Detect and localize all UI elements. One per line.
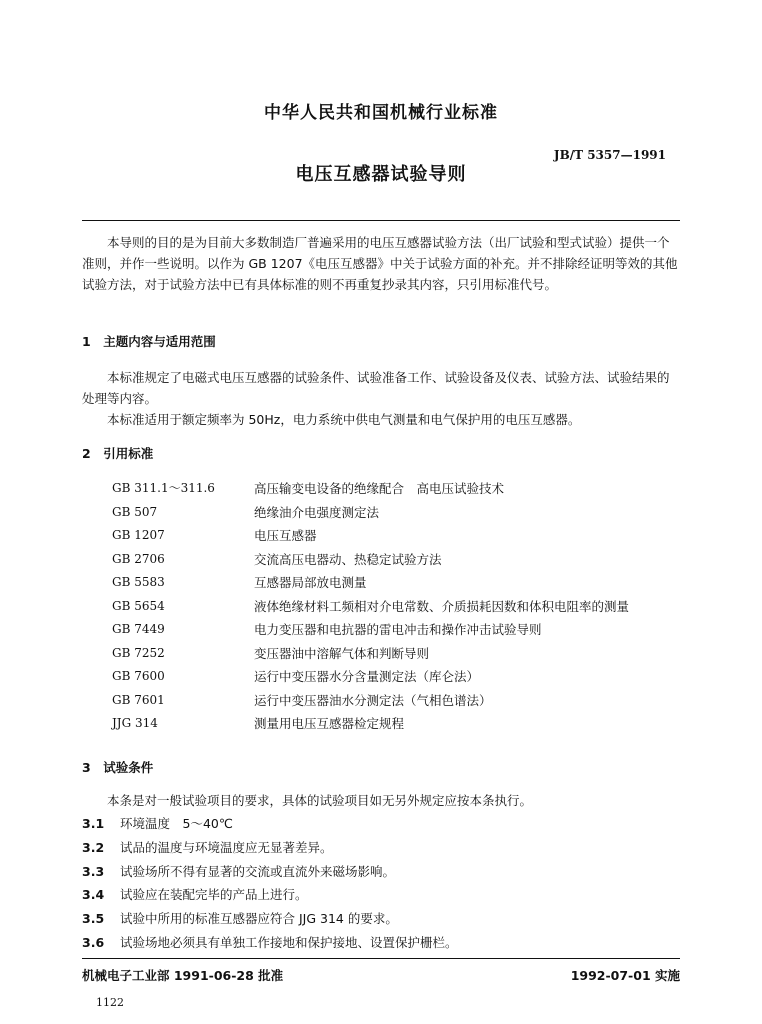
condition-text: 试验场地必须具有单独工作接地和保护接地、设置保护栅栏。	[120, 934, 458, 950]
section3-intro	[82, 790, 680, 811]
condition-text: 试验中所用的标准互感器应符合 JJG 314 的要求。	[120, 911, 398, 927]
reference-item	[112, 548, 680, 572]
condition-text: 环境温度 5～40℃	[120, 816, 233, 831]
reference-code: GB 7449	[112, 622, 165, 636]
condition-item	[82, 907, 680, 931]
reference-code: GB 311.1～311.6	[112, 481, 215, 495]
condition-item	[82, 812, 680, 836]
section3-heading: 3 试验条件	[82, 760, 154, 775]
condition-item	[82, 836, 680, 860]
reference-name: 运行中变压器油水分测定法（气相色谱法）	[254, 692, 492, 708]
reference-item	[112, 501, 680, 525]
reference-code: JJG 314	[112, 716, 158, 730]
document-title: 电压互感器试验导则	[295, 164, 467, 185]
page-number: 1122	[96, 996, 124, 1009]
reference-item	[112, 595, 680, 619]
reference-item	[112, 642, 680, 666]
condition-item	[82, 860, 680, 884]
reference-name: 绝缘油介电强度测定法	[254, 504, 380, 520]
condition-number: 3.4	[82, 887, 105, 903]
bottom-divider	[82, 958, 680, 959]
reference-item	[112, 689, 680, 713]
section1-heading: 1 主题内容与适用范围	[82, 334, 216, 349]
reference-item	[112, 571, 680, 595]
section1-body	[82, 367, 680, 430]
reference-code: GB 5583	[112, 575, 165, 589]
section2-heading: 2 引用标准	[82, 446, 154, 461]
reference-item	[112, 477, 680, 501]
reference-name: 电力变压器和电抗器的雷电冲击和操作冲击试验导则	[254, 622, 542, 637]
reference-name: 互感器局部放电测量	[254, 575, 367, 590]
reference-name: 变压器油中溶解气体和判断导则	[254, 645, 430, 661]
test-conditions-list	[82, 812, 680, 955]
reference-item	[112, 618, 680, 642]
reference-name: 测量用电压互感器检定规程	[254, 716, 405, 731]
reference-item	[112, 524, 680, 548]
approval-line: 机械电子工业部 1991-06-28 批准	[82, 968, 284, 983]
intro-text: 本导则的目的是为目前大多数制造厂普遍采用的电压互感器试验方法（出厂试验和型式试验）提供一个准则，并作一些说明。以作为 GB 1207《电压互感器》中关于试验方面的补充。并不排除经证明等效的其他试验方法，对于试验方法中已有具体标准的则不再重复抄录其内容，只引用标准代号。	[82, 235, 678, 292]
reference-name: 电压互感器	[254, 528, 317, 543]
reference-name: 交流高压电器动、热稳定试验方法	[254, 551, 442, 567]
condition-text: 试验应在装配完毕的产品上进行。	[120, 887, 308, 903]
condition-item	[82, 883, 680, 907]
condition-text: 试验场所不得有显著的交流或直流外来磁场影响。	[120, 863, 396, 879]
intro-paragraph	[82, 232, 680, 295]
condition-number: 3.6	[82, 934, 105, 950]
reference-item	[112, 665, 680, 689]
reference-code: GB 1207	[112, 528, 165, 542]
condition-number: 3.5	[82, 911, 105, 927]
section1-paragraph: 本标准适用于额定频率为 50Hz，电力系统中供电气测量和电气保护用的电压互感器。	[107, 412, 581, 427]
reference-code: GB 7252	[112, 645, 165, 660]
top-divider	[82, 220, 680, 221]
condition-number: 3.2	[82, 839, 105, 855]
section3-intro-text: 本条是对一般试验项目的要求，具体的试验项目如无另外规定应按本条执行。	[107, 793, 533, 808]
reference-name: 液体绝缘材料工频相对介电常数、介质损耗因数和体积电阻率的测量	[254, 598, 630, 614]
condition-item	[82, 931, 680, 955]
reference-name: 运行中变压器水分含量测定法（库仑法）	[254, 669, 480, 684]
reference-name: 高压输变电设备的绝缘配合 高电压试验技术	[254, 481, 505, 496]
reference-code: GB 5654	[112, 598, 165, 613]
implementation-date: 1992-07-01 实施	[570, 968, 680, 983]
condition-number: 3.1	[82, 816, 105, 831]
reference-list	[112, 477, 680, 736]
reference-code: GB 2706	[112, 551, 165, 566]
reference-code: GB 507	[112, 504, 158, 519]
standard-code: JB/T 5357—1991	[553, 148, 666, 162]
reference-item	[112, 712, 680, 736]
condition-number: 3.3	[82, 863, 105, 879]
section1-paragraph: 本标准规定了电磁式电压互感器的试验条件、试验准备工作、试验设备及仪表、试验方法、试验结果的处理等内容。	[82, 370, 670, 406]
condition-text: 试品的温度与环境温度应无显著差异。	[120, 839, 333, 855]
reference-code: GB 7600	[112, 669, 165, 683]
industry-standard-heading: 中华人民共和国机械行业标准	[264, 103, 498, 123]
reference-code: GB 7601	[112, 692, 165, 707]
